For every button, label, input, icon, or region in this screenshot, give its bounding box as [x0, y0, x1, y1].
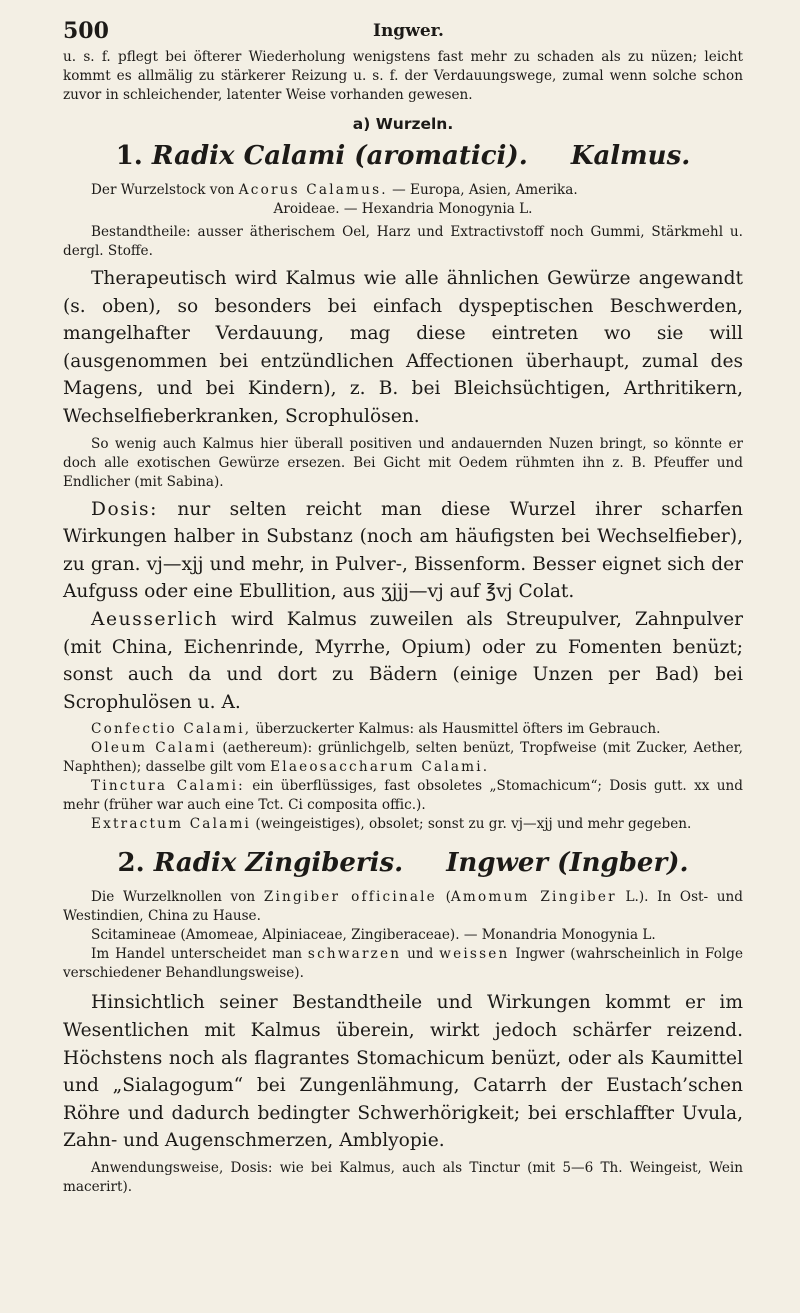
origin-region: L.). In Ost- und Westindien, China zu Hause.	[63, 889, 743, 925]
prep-label: Elaeosaccharum Calami.	[270, 759, 490, 776]
entry-heading-calamus	[63, 141, 743, 171]
prep-text: überzuckerter Kalmus: als Hausmittel öfters im Gebrauch.	[251, 721, 661, 738]
running-title: Ingwer.	[373, 21, 444, 41]
prep-label: Oleum Calami	[91, 740, 217, 757]
dosis-paragraph	[63, 496, 743, 606]
prep-text: ein überflüssiges, fast obsoletes „Stomachicum“; Dosis gutt. xx und mehr (früher war auch eine Tct. Ci composita offic.).	[63, 778, 743, 814]
entry-latin-name: Radix Calami (aromatici).	[151, 141, 528, 171]
prep-label: Confectio Calami,	[91, 721, 252, 738]
entry-number: 1.	[115, 141, 143, 171]
page-number: 500	[63, 18, 109, 44]
origin-line	[63, 181, 743, 200]
prep-label: Tinctura Calami:	[91, 778, 245, 795]
trade-white: weissen	[439, 946, 510, 963]
trade-black: schwarzen	[307, 946, 402, 963]
origin-text: Der Wurzelstock von	[91, 182, 239, 198]
therapy-paragraph: Therapeutisch wird Kalmus wie alle ähnlichen Gewürze angewandt (s. oben), so besonders bei einfach dyspeptischen Beschwerden, mangelhafter Verdauung, mag diese eintreten wo sie will (ausgenommen bei entzündlichen Affectionen überhaupt, zumal des Magens, und bei Kindern), z. B. bei Bleichsüchtigen, Arthritikern, Wechselfieberkranken, Scrophulösen.	[63, 268, 743, 427]
dosis-label: Dosis:	[91, 498, 158, 520]
family-line: Aroideae. — Hexandria Monogynia L.	[273, 201, 533, 217]
running-head	[63, 18, 743, 48]
usage-paragraph: Anwendungsweise, Dosis: wie bei Kalmus, auch als Tinctur (mit 5—6 Th. Weingeist, Wein macerirt).	[63, 1159, 743, 1195]
entry-heading-zingiber	[63, 848, 743, 878]
trade-line	[63, 945, 743, 983]
intro-paragraph: u. s. f. pflegt bei öfterer Wiederholung wenigstens fast mehr zu schaden als zu nüzen; leicht kommt es allmälig zu stärkerer Reizung u. s. f. der Verdauungswege, zumal wenn solche schon zuvor in schleichender, latenter Weise vorhanden gewesen.	[63, 49, 743, 103]
entry-common-name: Ingwer (Ingber).	[446, 848, 689, 879]
origin-text: (	[436, 889, 451, 906]
prep-tinctura	[63, 777, 743, 815]
origin-region: — Europa, Asien, Amerika.	[387, 182, 578, 198]
section-heading: a) Wurzeln.	[352, 115, 454, 133]
external-label: Aeusserlich	[91, 608, 219, 630]
origin-line	[63, 888, 743, 926]
dosis-text: nur selten reicht man diese Wurzel ihrer scharfen Wirkungen halber in Substanz (noch am häufigsten bei Wechselfieber), zu gran. vj—xjj und mehr, in Pulver-, Bissenform. Besser eignet sich der Aufguss oder eine Ebullition, aus ʒjjj—vj auf ℥vj Colat.	[63, 498, 743, 603]
origin-text: Die Wurzelknollen von	[91, 889, 264, 906]
entry-number: 2.	[117, 848, 145, 879]
species-name: Zingiber officinale	[263, 889, 437, 906]
family-line: Scitamineae (Amomeae, Alpiniaceae, Zingiberaceae). — Monandria Monogynia L.	[91, 927, 656, 944]
prep-text: (aethereum): grünlichgelb, selten benüzt, Tropfweise (mit Zucker, Aether, Naphthen); dasselbe gilt vom	[63, 740, 743, 776]
effects-paragraph: Hinsichtlich seiner Bestandtheile und Wirkungen kommt er im Wesentlichen mit Kalmus überein, wirkt jedoch schärfer reizend. Höchstens noch als flagrantes Stomachicum benüzt, oder als Kaumittel und „Sialagogum“ bei Zungenlähmung, Catarrh der Eustach’schen Röhre und dadurch bedingter Schwerhörigkeit; bei erschlaffter Uvula, Zahn- und Augenschmerzen, Amblyopie.	[63, 992, 743, 1152]
note-paragraph: So wenig auch Kalmus hier überall positiven und andauernden Nuzen bringt, so könnte er doch alle exotischen Gewürze ersezen. Bei Gicht mit Oedem rühmten ihn z. B. Pfeuffer und Endlicher (mit Sabina).	[63, 435, 743, 490]
trade-text: und	[401, 946, 440, 963]
prep-extractum	[63, 815, 743, 834]
prep-confectio	[63, 720, 743, 739]
entry-latin-name: Radix Zingiberis.	[153, 848, 404, 879]
constituents-line: Bestandtheile: ausser ätherischem Oel, Harz und Extractivstoff noch Gummi, Stärkmehl u. dergl. Stoffe.	[63, 224, 743, 259]
prep-oleum	[63, 739, 743, 777]
external-paragraph	[63, 606, 743, 716]
book-page	[63, 18, 743, 1197]
external-text: wird Kalmus zuweilen als Streupulver, Zahnpulver (mit China, Eichenrinde, Myrrhe, Opium) oder zu Fomenten benüzt; sonst auch da und dort zu Bädern (einige Unzen per Bad) bei Scrophulösen u. A.	[63, 608, 743, 713]
prep-text: (weingeistiges), obsolet; sonst zu gr. vj—xjj und mehr gegeben.	[251, 816, 692, 833]
entry-common-name: Kalmus.	[570, 141, 691, 171]
trade-text: Im Handel unterscheidet man	[91, 946, 308, 963]
trade-text: Ingwer (wahrscheinlich in Folge verschiedener Behandlungsweise).	[63, 946, 743, 982]
species-name: Acorus Calamus.	[238, 182, 388, 198]
species-synonym: Amomum Zingiber	[450, 889, 617, 906]
prep-label: Extractum Calami	[91, 816, 252, 833]
